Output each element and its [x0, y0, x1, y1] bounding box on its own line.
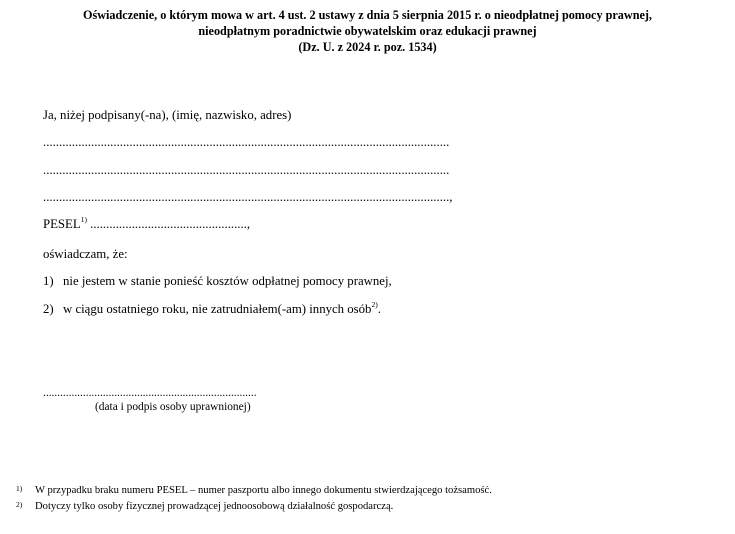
pesel-label: PESEL	[43, 217, 81, 231]
declare-text: oświadczam, że:	[43, 247, 128, 261]
statement-2	[43, 301, 381, 317]
declarant-intro: Ja, niżej podpisany(-na), (imię, nazwisko, adres)	[43, 108, 292, 122]
title-line-2: nieodpłatnym poradnictwie obywatelskim oraz edukacji prawnej	[198, 24, 537, 38]
pesel-dots: .................................................,	[86, 217, 251, 231]
footnote-1-mark: 1)	[16, 484, 23, 493]
pesel-line	[43, 216, 250, 232]
statement-2-footnote-ref: 2)	[371, 299, 378, 309]
statement-1	[43, 273, 392, 289]
statement-2-trail: .	[377, 302, 381, 316]
address-line-3: ...............................................................................................................................,	[43, 190, 453, 204]
title-line-3: (Dz. U. z 2024 r. poz. 1534)	[298, 40, 437, 54]
footnote-2-text: Dotyczy tylko osoby fizycznej prowadzącej jednoosobową działalność gospodarczą.	[35, 501, 394, 512]
signature-caption: (data i podpis osoby uprawnionej)	[95, 401, 251, 413]
footnote-2	[16, 500, 393, 514]
pesel-footnote-ref: 1)	[80, 214, 87, 224]
address-line-1: ...............................................................................................................................	[43, 135, 450, 149]
address-line-2: ...............................................................................................................................	[43, 163, 450, 177]
statement-2-number: 2)	[43, 302, 54, 316]
footnote-1-text: W przypadku braku numeru PESEL – numer paszportu albo innego dokumentu stwierdzającego tożsamość.	[35, 485, 492, 496]
statement-1-text: nie jestem w stanie ponieść kosztów odpłatnej pomocy prawnej,	[63, 274, 392, 288]
footnote-1	[16, 484, 492, 498]
statement-1-number: 1)	[43, 274, 54, 288]
document-title	[0, 7, 735, 55]
signature-line: ...........................................................................	[43, 387, 257, 399]
statement-2-text: w ciągu ostatniego roku, nie zatrudniałem(-am) innych osób	[63, 302, 372, 316]
title-line-1: Oświadczenie, o którym mowa w art. 4 ust. 2 ustawy z dnia 5 sierpnia 2015 r. o nieodpłatnej pomocy prawnej,	[83, 8, 652, 22]
footnote-2-mark: 2)	[16, 500, 23, 509]
